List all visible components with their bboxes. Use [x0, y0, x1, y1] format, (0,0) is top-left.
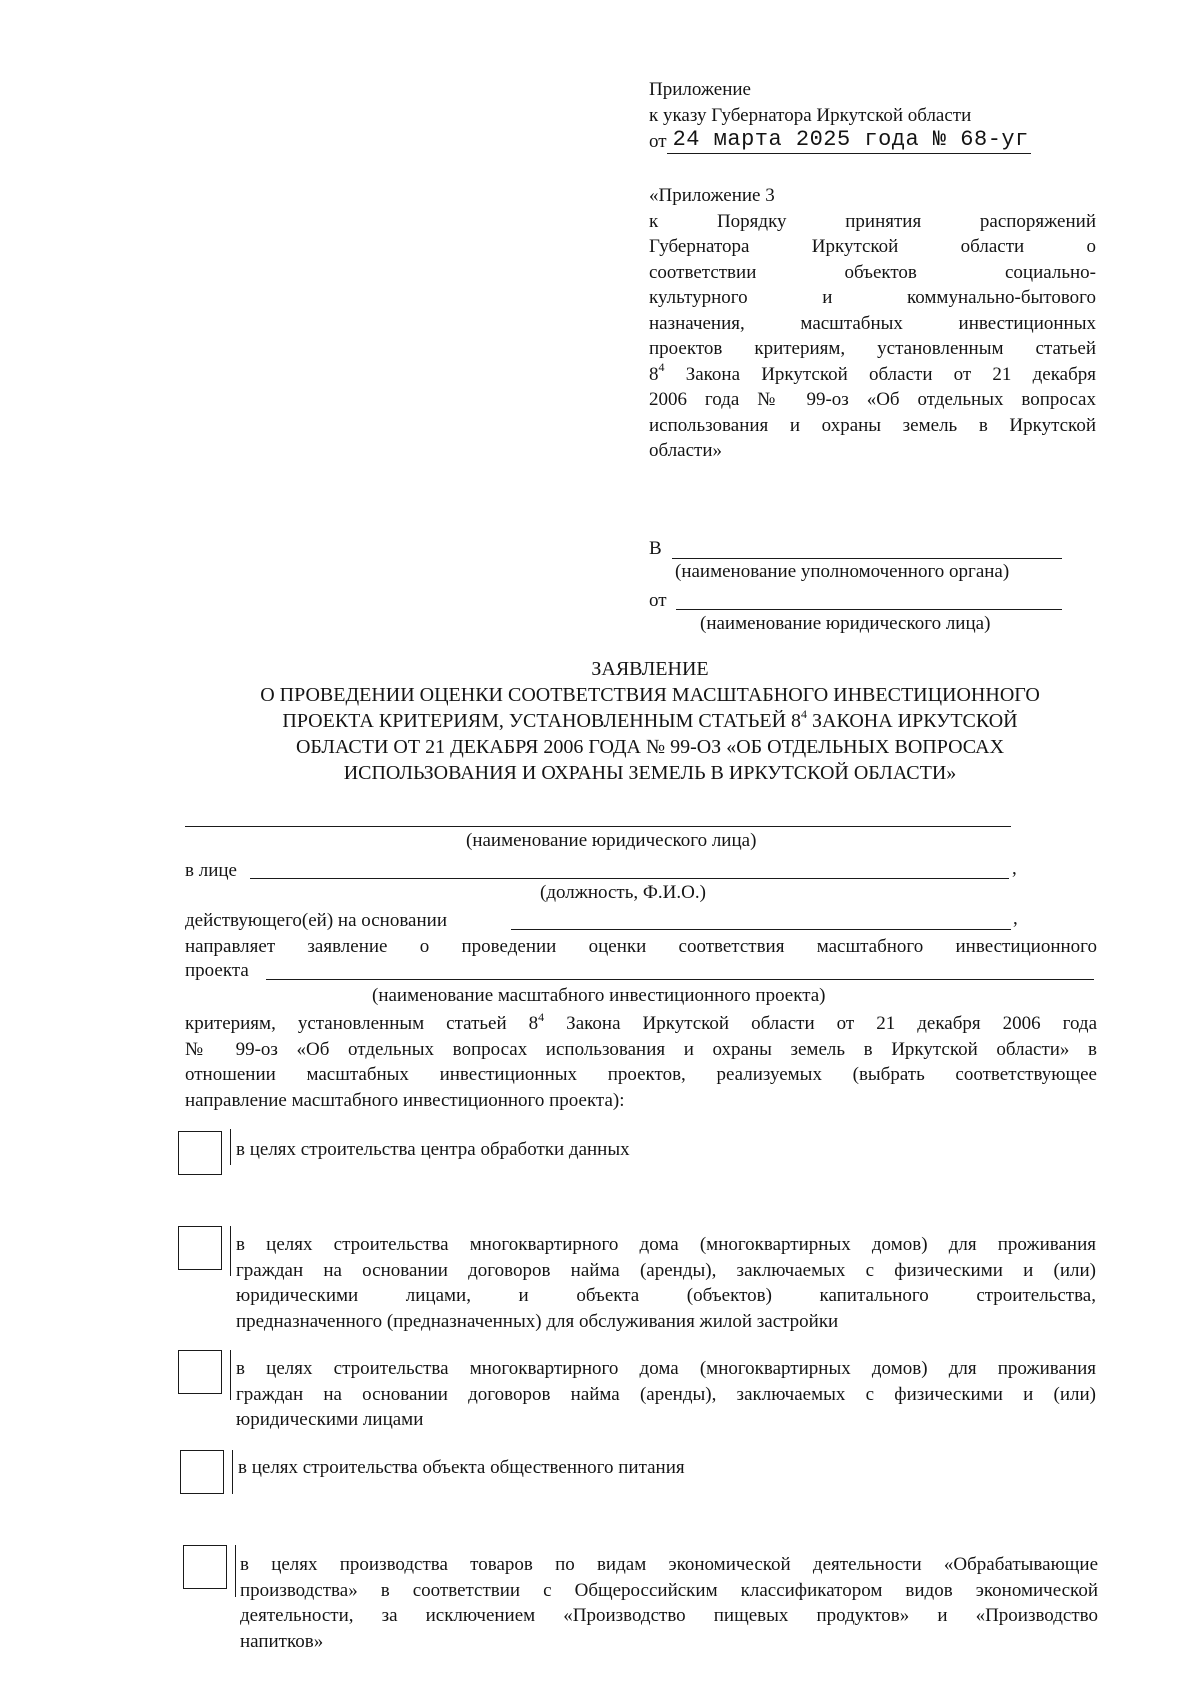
application-title: [180, 656, 1120, 786]
to-authority-field[interactable]: [672, 540, 1062, 559]
comma-1: ,: [1012, 858, 1017, 879]
option-3-line-3: юридическими лицами: [236, 1409, 424, 1430]
from-entity-field[interactable]: [676, 591, 1062, 610]
appendix-3-line-9: 2006 года № 99-оз «Об отдельных вопросах: [649, 389, 1096, 410]
title-line-1: ЗАЯВЛЕНИЕ: [591, 658, 709, 680]
appendix-3-line-11: области»: [649, 440, 723, 461]
appendix-3-block: [649, 183, 1096, 464]
appendix-3-line-7: проектов критериям, установленным статьей: [649, 338, 1096, 359]
appendix-3-line-5: культурного и коммунально-бытового: [649, 287, 1096, 308]
option-catering: [238, 1455, 1098, 1481]
option-data-center: [236, 1137, 1096, 1163]
appendix-3-line-4: соответствии объектов социально-: [649, 261, 1096, 283]
from-entity-caption: (наименование юридического лица): [700, 613, 991, 634]
criteria-line-3: отношении масштабных инвестиционных проектов, реализуемых (выбрать соответствующее: [185, 1064, 1097, 1085]
option-4-line-1: в целях строительства объекта общественного питания: [238, 1457, 685, 1478]
decree-date-number: 24 марта 2025 года № 68-уг: [667, 127, 1031, 154]
representative-field[interactable]: [250, 860, 1009, 879]
option-manufacturing: [240, 1552, 1098, 1654]
to-prefix: В: [649, 538, 662, 559]
appendix-3-line-2: к Порядку принятия распоряжений: [649, 210, 1096, 232]
sends-application-line: направляет заявление о проведении оценки соответствия масштабного инвестиционного: [185, 936, 1097, 957]
legal-entity-caption: (наименование юридического лица): [466, 830, 757, 851]
appendix-3-line-10: использования и охраны земель в Иркутской: [649, 414, 1096, 436]
option-5-bracket: [235, 1545, 236, 1597]
option-3-line-1: в целях строительства многоквартирного дома (многоквартирных домов) для проживания: [236, 1358, 1096, 1379]
option-rental-housing-with-facilities-checkbox[interactable]: [178, 1226, 222, 1270]
option-2-line-4: предназначенного (предназначенных) для обслуживания жилой застройки: [236, 1310, 839, 1332]
appendix-3-line-8-rest: Закона Иркутской области от 21 декабря: [664, 363, 1096, 385]
option-3-bracket: [230, 1350, 231, 1400]
acting-basis-prefix: действующего(ей) на основании: [185, 910, 447, 931]
option-rental-housing: [236, 1356, 1096, 1433]
title-line-4: ОБЛАСТИ ОТ 21 ДЕКАБРЯ 2006 ГОДА № 99-ОЗ «ОБ ОТДЕЛЬНЫХ ВОПРОСАХ: [295, 736, 1005, 758]
criteria-line-1-a: критериям, установленным статьей 8: [185, 1013, 539, 1034]
option-catering-checkbox[interactable]: [180, 1450, 224, 1494]
criteria-superscript: 4: [538, 1009, 545, 1024]
title-line-3: [180, 708, 1120, 734]
criteria-line-1: [185, 1011, 1097, 1037]
position-caption: (должность, Ф.И.О.): [540, 882, 706, 903]
option-5-line-1: в целях производства товаров по видам экономической деятельности «Обрабатывающие: [240, 1554, 1098, 1575]
appendix-3-line-3: Губернатора Иркутской области о: [649, 236, 1096, 257]
comma-2: ,: [1013, 908, 1018, 929]
header-line-2: к указу Губернатора Иркутской области: [649, 105, 972, 126]
decree-appendix-header: [649, 77, 1099, 155]
option-5-line-4: напитков»: [240, 1630, 324, 1652]
project-caption: (наименование масштабного инвестиционного проекта): [372, 985, 826, 1006]
title-line-5: ИСПОЛЬЗОВАНИЯ И ОХРАНЫ ЗЕМЕЛЬ В ИРКУТСКОЙ ОБЛАСТИ»: [343, 762, 957, 784]
legal-entity-field[interactable]: [185, 808, 1011, 827]
option-rental-housing-with-facilities: [236, 1232, 1096, 1334]
option-5-line-2: производства» в соответствии с Общероссийским классификатором видов экономической: [240, 1579, 1098, 1601]
header-from-prefix: от: [649, 131, 667, 152]
option-manufacturing-checkbox[interactable]: [183, 1545, 227, 1589]
option-rental-housing-checkbox[interactable]: [178, 1350, 222, 1394]
project-name-field[interactable]: [266, 961, 1094, 980]
option-2-bracket: [230, 1226, 231, 1276]
criteria-paragraph: [185, 1011, 1097, 1113]
title-line-3-b: ЗАКОНА ИРКУТСКОЙ: [807, 710, 1018, 732]
title-line-2: О ПРОВЕДЕНИИ ОЦЕНКИ СООТВЕТСТВИЯ МАСШТАБНОГО ИНВЕСТИЦИОННОГО: [260, 684, 1040, 706]
criteria-line-2: № 99-оз «Об отдельных вопросах использования и охраны земель в Иркутской области» в: [185, 1038, 1097, 1060]
header-line-1: Приложение: [649, 79, 751, 100]
appendix-3-line-1: «Приложение 3: [649, 185, 775, 206]
option-1-line-1: в целях строительства центра обработки данных: [236, 1139, 630, 1160]
from-prefix: от: [649, 590, 667, 611]
option-data-center-checkbox[interactable]: [178, 1131, 222, 1175]
title-line-3-a: ПРОЕКТА КРИТЕРИЯМ, УСТАНОВЛЕННЫМ СТАТЬЕЙ 8: [282, 710, 802, 732]
option-2-line-3: юридическими лицами, и объекта (объектов) капитального строительства,: [236, 1285, 1096, 1306]
option-5-line-3: деятельности, за исключением «Производство пищевых продуктов» и «Производство: [240, 1605, 1098, 1626]
option-2-line-2: граждан на основании договоров найма (аренды), заключаемых с физическими и (или): [236, 1259, 1096, 1281]
in-person-prefix: в лице: [185, 860, 237, 881]
criteria-line-1-b: Закона Иркутской области от 21 декабря 2006 года: [544, 1013, 1097, 1034]
article-number: 8: [649, 363, 659, 385]
header-line-3: [649, 129, 1099, 155]
project-prefix: проекта: [185, 960, 249, 981]
appendix-3-line-8: [649, 362, 1096, 388]
to-authority-caption: (наименование уполномоченного органа): [675, 561, 1010, 582]
article-superscript: 4: [658, 360, 665, 375]
title-superscript: 4: [801, 707, 808, 722]
option-4-bracket: [232, 1450, 233, 1494]
option-3-line-2: граждан на основании договоров найма (аренды), заключаемых с физическими и (или): [236, 1383, 1096, 1405]
appendix-3-line-6: назначения, масштабных инвестиционных: [649, 312, 1096, 334]
acting-basis-field[interactable]: [511, 911, 1011, 930]
option-1-bracket: [230, 1129, 231, 1165]
option-2-line-1: в целях строительства многоквартирного дома (многоквартирных домов) для проживания: [236, 1234, 1096, 1255]
criteria-line-4: направление масштабного инвестиционного проекта):: [185, 1089, 625, 1111]
